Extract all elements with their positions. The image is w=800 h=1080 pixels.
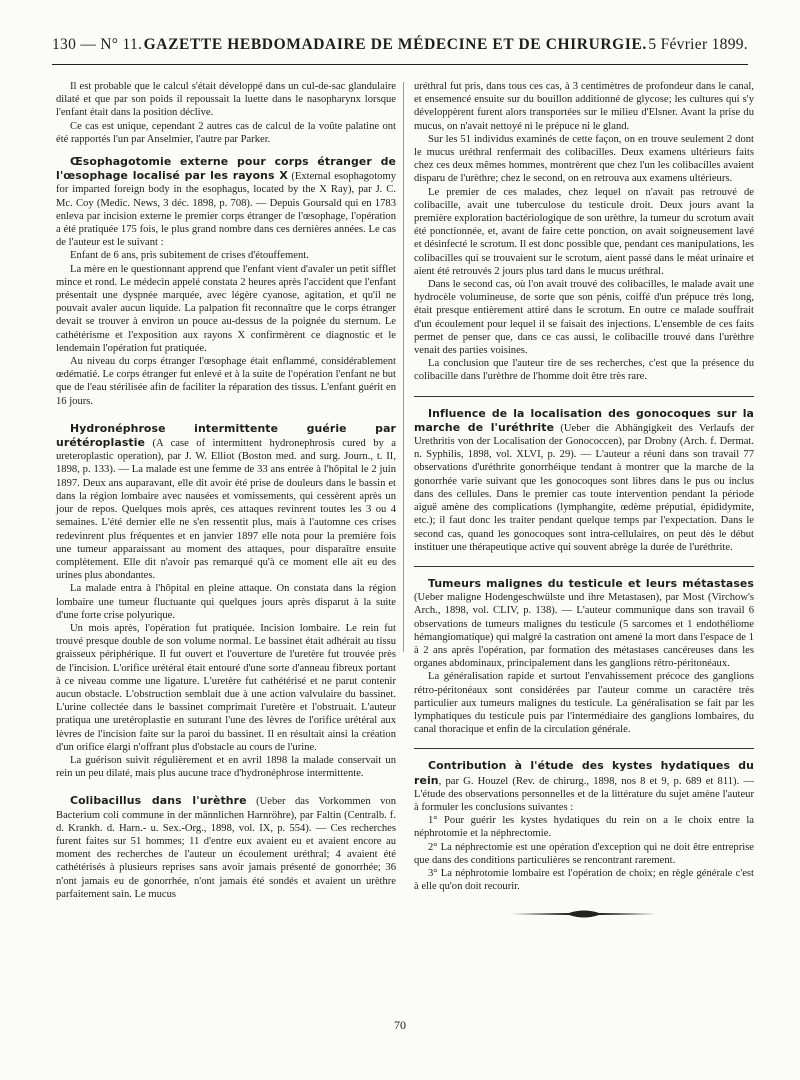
paragraph: Au niveau du corps étranger l'œsophage était enflammé, considérablement œdématié. Le corps étranger fut enlevé et à la suite de l'opération l'enfant ne but que de l'eau stérilisée afin de faciliter la réparation des tissus. L'enfant guérit en 16 jours.	[56, 356, 396, 407]
section-rule	[414, 748, 754, 749]
paragraph: 2° La néphrectomie est une opération d'exception qui ne doit être entreprise que dans des conditions particulières se rencontrant rarement.	[414, 841, 754, 866]
article-title: Influence de la localisation des gonocoques sur la marche de l'uréthrite	[414, 406, 754, 434]
paragraph: Enfant de 6 ans, pris subitement de crises d'étouffement.	[70, 250, 309, 262]
issue-date: 5 Février 1899.	[648, 36, 748, 53]
article-citation: (A case of intermittent hydronephrosis cured by a ureteroplastic operation), par J. W. Elliot (Boston med. and surg. Journ., t. II, 1898, p. 133). — La malade est une femme de 33 ans entrée à l'hôpital le 2 juin 1897. Deux ans auparavant, elle dit avoir été prise de douleurs dans le bassin et dans la région lombaire avec nausées et vomissements, qui cessèrent après un jour de repos. Quelques mois après, ces attaques revinrent toutes les 3 ou 4 semaines. L'été dernier elle ne s'en ressentit plus, mais à l'automne ces crises redevinrent plus fréquentes et en janvier 1897 elle nota pour la première fois une tumeur apparaissant au moment des attaques, pour disparaître ensuite complètement. Elle dit n'avoir pas remarqué qu'à ce moment elle ait eu des urines plus abondantes.	[56, 438, 396, 582]
article-title: Hydronéphrose intermittente guérie par urétéroplastie	[56, 421, 396, 450]
article-citation: , par G. Houzel (Rev. de chirurg., 1898, nos 8 et 9, p. 689 et 811). — L'étude des observations personnelles et de la littérature du sujet amène l'auteur à formuler les conclusions suivantes :	[414, 775, 754, 813]
article-citation: (Ueber maligne Hodengeschwülste und ihre Metastasen), par Most (Virchow's Arch., 1898, vol. CLIV, p. 138). — L'auteur communique dans son travail 6 observations de tumeurs malignes du testicule (5 sarcomes et 1 endothéliome hémangiomatique) qui malgré la castration ont amené la mort dans l'espace de 1 à 2 ans après l'opération, par formation des métastases cancéreuses dans les organes abdominaux, principalement dans les ganglions rétro-péritonéaux.	[414, 592, 754, 670]
article-lead	[414, 577, 754, 670]
paragraph: 1° Pour guérir les kystes hydatiques du rein on a le choix entre la néphrotomie et la néphrectomie.	[414, 815, 754, 840]
paragraph: 3° La néphrotomie lombaire est l'opération de choix; en règle générale c'est à elle qu'on doit recourir.	[414, 867, 754, 893]
end-ornament	[509, 907, 659, 921]
article-gonocoques	[414, 407, 754, 554]
article-tumeurs-testicule	[414, 577, 754, 736]
paragraph: Il est probable que le calcul s'était développé dans un cul-de-sac glandulaire dilaté et que par son poids il repoussait la luette dans le nasopharynx lorsque l'enfant était dans la position déclive.	[56, 81, 396, 119]
article-kystes-hydatiques	[414, 759, 754, 893]
running-header	[52, 36, 748, 62]
article-title: Tumeurs malignes du testicule et leurs métastases	[428, 576, 754, 590]
article-colibacillus	[56, 794, 396, 901]
article-lead	[56, 794, 396, 901]
paragraph: Ce cas est unique, cependant 2 autres cas de calcul de la voûte palatine ont été rapportés l'un par Anselmier, l'autre par Parker.	[56, 120, 396, 145]
article-title: Œsophagotomie externe pour corps étranger de l'œsophage localisé par les rayons X	[56, 155, 396, 183]
paragraph: La malade entra à l'hôpital en pleine attaque. On constata dans la région lombaire une tumeur fluctuante qui quelques jours après disparut à la suite d'une forte crise polyurique.	[56, 583, 396, 621]
article-citation: (External esophagotomy for imparted foreign body in the esophagus, located by the X Ray), par J. C. Mc. Coy (Medic. News, 3 déc. 1898, p. 708). — Depuis Goursald qui en 1783 enleva par incision externe le premier corps étranger de l'œsophage, l'opération a été pratiquée 175 fois, le plus grand nombre dans ces dernières années. Le cas de l'auteur est le suivant :	[56, 171, 397, 249]
paragraph: La guérison suivit régulièrement et en avril 1898 la malade conservait un rein un peu dilaté, mais plus aucune trace d'hydronéphrose intermittente.	[56, 754, 396, 780]
article-citation: (Ueber die Abhängigkeit des Verlaufs der Urethritis von der Localisation der Gonococcen), par Drobny (Arch. f. Dermat. n. Syphilis, 1898, vol. XLVI, p. 29). — L'auteur a réuni dans son travail 77 observations d'uréthrite gonorrhéique tendant à montrer que la marche de la gonorrhée varie suivant que les gonocoques sont libres dans le pus ou inclus dans des cellules. Dans le premier cas toute intervention pendant la période aiguë amène des complications (lymphangite, œdème préputial, épididymite, etc.); il faut donc les traiter pendant quelque temps par l'expectation. Dans le second cas, quand les gonocoques sont intra-cellulaires, on peut dès le début instituer une thérapeutique active qui souvent abrège la durée de l'uréthrite.	[414, 422, 755, 553]
paragraph: La conclusion que l'auteur tire de ses recherches, c'est que la présence du colibacille dans l'urèthre de l'homme doit être très rare.	[414, 358, 754, 383]
article-lead	[56, 155, 396, 249]
left-column	[56, 80, 396, 901]
article-lead	[56, 422, 396, 582]
section-rule	[414, 396, 754, 397]
article-lead	[414, 407, 754, 554]
journal-title: GAZETTE HEBDOMADAIRE DE MÉDECINE ET DE CHIRURGIE.	[143, 36, 647, 53]
paragraph: La mère en le questionnant apprend que l'enfant vient d'avaler un petit sifflet mince et rond. Le médecin appelé constata 2 heures après l'accident que l'enfant présentait une dyspnée marquée, avec légère cyanose, agitation, et qu'il ne pouvait avaler aucun liquide. La palpation fit reconnaître que le corps étranger devait se trouver à environ un pouce au-dessus de la poignée du sternum. Le cathétérisme et l'exposition aux rayons X confirmèrent ce diagnostic et le lendemain l'opération fut pratiquée.	[56, 263, 396, 354]
article-hydronephrose	[56, 422, 396, 780]
paragraph: La généralisation rapide et surtout l'envahissement précoce des ganglions rétro-péritonéaux sont considérées par l'auteur comme un caractère très particulier aux tumeurs malignes du testicule. La généralisation se fait par les lymphatiques du testicule puis par l'intermédiaire des ganglions lombaires, du canal thoracique et enfin de la circulation générale.	[414, 671, 754, 736]
right-column	[414, 80, 754, 921]
paragraph: Un mois après, l'opération fut pratiquée. Incision lombaire. Le rein fut trouvé presque double de son volume normal. Le bassinet était adhérait au tissu graisseux périphérique. Il fut ouvert et l'ouverture de l'uretère fut trouvée près de l'incision. L'orifice urétéral était entouré d'une sorte d'anneau fibreux portant à ce niveau comme une ligature. L'uretère fut cathétérisé et ne parut contenir aucun obstacle. L'obstruction semblait due à une action valvulaire du bassinet. L'urine collectée dans le bassinet comprimait l'uretère et l'obstruait. L'auteur pratiqua une uretéroplastie en suturant l'une des lèvres de l'orifice urétéral aux lèvres de l'incision faite sur la paroi du bassinet. Il en résultait ainsi la création d'un orifice élargi n'offrant plus d'obstacle au cours de l'urine.	[56, 622, 396, 753]
paragraph: Dans le second cas, où l'on avait trouvé des colibacilles, le malade avait une hydrocèle volumineuse, de sorte que son pénis, coiffé d'un prépuce très long, était presque entièrement attiré dans le scrotum. En outre ce malade souffrait d'un écoulement pour lequel il se faisait des injections. L'ensemble de ces faits permet de penser que, dans ce cas aussi, le colibacille trouvé dans l'urèthre venait des parties voisines.	[414, 279, 754, 357]
article-title: Colibacillus dans l'urèthre	[70, 794, 247, 808]
column-divider	[403, 82, 404, 652]
article-title: Contribution à l'étude des kystes hydatiques du rein	[414, 759, 754, 787]
header-rule	[52, 64, 748, 65]
page-number: 130 — N° 11.	[52, 36, 143, 53]
article-oesophagotomie	[56, 155, 396, 408]
paragraph: Le premier de ces malades, chez lequel on n'avait pas retrouvé de colibacille, avait une tuberculose du testicule droit. Deux jours avant la première exploration bactériologique de son urèthre, la tumeur du scrotum avait été ponctionnée, et, avant de faire cette ponction, on avait soigneusement lavé et désinfecté le scrotum. Il est donc possible que, pendant ces manipulations, les colibacilles qui se trouvaient sur le scrotum, aient passé dans le méat urinaire et aient été retrouvés 2 jours plus tard dans le mucus uréthral.	[414, 186, 754, 277]
paragraph: Sur les 51 individus examinés de cette façon, on en trouve seulement 2 dont le mucus uréthral renfermait des colibacilles. Deux examens ultérieurs faits chez ces deux mêmes hommes, montrèrent que chez l'un les colibacilles avaient disparu de l'urèthre; chez le second, on en retrouva aux examens ultérieurs.	[414, 133, 754, 185]
section-rule	[414, 566, 754, 567]
article-citation: (Ueber das Vorkommen von Bacterium coli commune in der männlichen Harnröhre), par Faltin (Centralb. f. d. Krankh. d. Harn.- u. Sex.-Org., 1898, vol. IX, p. 554). — Ces recherches furent faites sur 51 hommes; 11 d'entre eux avaient eu et avaient encore au moment des recherches de l'auteur un écoulement uréthral; 4 avaient été cathétérisés à plusieurs reprises sans avoir jamais présenté de gonorrhée; 36 n'ont jamais eu de gonorrhée, n'ont jamais été sondés et avaient un urèthre parfaitement sain. Le mucus	[56, 796, 396, 900]
article-lead	[414, 759, 754, 814]
paragraph: uréthral fut pris, dans tous ces cas, à 3 centimètres de profondeur dans le canal, et ensemencé ensuite sur du bouillon additionné de glycose; les cultures qui s'y développèrent furent alors transportées sur le milieu d'Elsner. Avant la prise du mucus, on n'avait nettoyé ni le prépuce ni le gland.	[414, 81, 754, 132]
folio: 70	[394, 1018, 406, 1032]
